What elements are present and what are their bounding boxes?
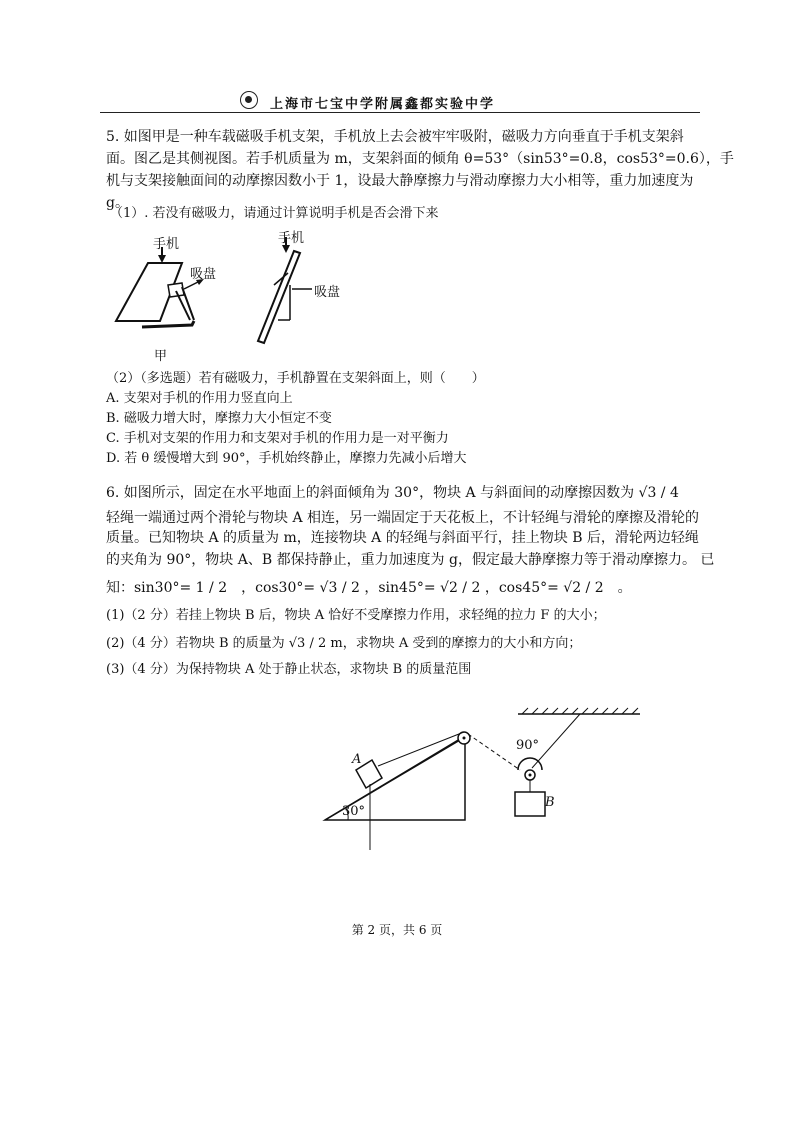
block-b-label: B <box>545 795 555 810</box>
q6-part-1: (1)（2 分）若挂上物块 B 后，物块 A 恰好不受摩擦力作用，求轻绳的拉力 F 的大小； <box>106 608 606 623</box>
fig-b-phone-label: 手机 <box>278 231 305 246</box>
pulley-angle-label: 90° <box>516 738 540 753</box>
q6-line-5: 知：sin30°= 1 / 2 ，cos30°= √3 / 2 ，sin45°= √2 / 2 ，cos45°= √2 / 2 。 <box>106 580 632 596</box>
fig-b-cup-label: 吸盘 <box>314 285 341 300</box>
q6-part-3: (3)（4 分）为保持物块 A 处于静止状态，求物块 B 的质量范围 <box>106 662 472 677</box>
q5-part-2: （2）（多选题）若有磁吸力，手机静置在支架斜面上，则（ ） <box>106 371 485 386</box>
incline-angle-label: 30° <box>342 804 366 819</box>
q5-option-a: A. 支架对手机的作用力竖直向上 <box>106 391 293 406</box>
q6-line-1: 6. 如图所示，固定在水平地面上的斜面倾角为 30°，物块 A 与斜面间的动摩擦因数为 √3 / 4 <box>106 485 679 501</box>
block-a-label: A <box>352 752 362 767</box>
fig-a-cup-label: 吸盘 <box>190 267 217 282</box>
q6-line-2: 轻绳一端通过两个滑轮与物块 A 相连，另一端固定于天花板上，不计轻绳与滑轮的摩擦及滑轮的 <box>106 510 700 526</box>
q6-line-4: 的夹角为 90°，物块 A、B 都保持静止，重力加速度为 g，假定最大静摩擦力等于滑动摩擦力。 已 <box>106 552 715 568</box>
phone-holder-figure-b <box>250 225 360 355</box>
q5-option-c: C. 手机对支架的作用力和支架对手机的作用力是一对平衡力 <box>106 431 449 446</box>
q5-option-b: B. 磁吸力增大时，摩擦力大小恒定不变 <box>106 411 332 426</box>
fig-a-caption: 甲 <box>154 349 168 364</box>
q5-line-3: 机与支架接触面间的动摩擦因数小于 1，设最大静摩擦力与滑动摩擦力大小相等，重力加速度为 <box>106 173 694 189</box>
header-divider <box>100 112 700 113</box>
q5-option-d: D. 若 θ 缓慢增大到 90°，手机始终静止，摩擦力先减小后增大 <box>106 451 467 466</box>
q5-line-2: 面。图乙是其侧视图。若手机质量为 m，支架斜面的倾角 θ=53°（sin53°=0.8，cos53°=0.6），手 <box>106 151 734 167</box>
q5-part-1: （1）. 若没有磁吸力，请通过计算说明手机是否会滑下来 <box>110 206 439 221</box>
q6-part-2: (2)（4 分）若物块 B 的质量为 √3 / 2 m，求物块 A 受到的摩擦力的大小和方向； <box>106 636 582 651</box>
incline-pulley-figure <box>320 700 650 860</box>
q5-line-1: 5. 如图甲是一种车载磁吸手机支架，手机放上去会被牢牢吸附，磁吸力方向垂直于手机支架斜 <box>106 129 684 145</box>
q6-line-3: 质量。已知物块 A 的质量为 m，连接物块 A 的轻绳与斜面平行，挂上物块 B 后，滑轮两边轻绳 <box>106 530 699 546</box>
school-header: 上海市七宝中学附属鑫都实验中学 <box>270 97 496 112</box>
q5-line-4: g。 <box>106 195 129 211</box>
page-footer: 第 2 页，共 6 页 <box>351 923 443 937</box>
fig-a-phone-label: 手机 <box>153 237 180 252</box>
school-logo-icon <box>240 91 258 109</box>
